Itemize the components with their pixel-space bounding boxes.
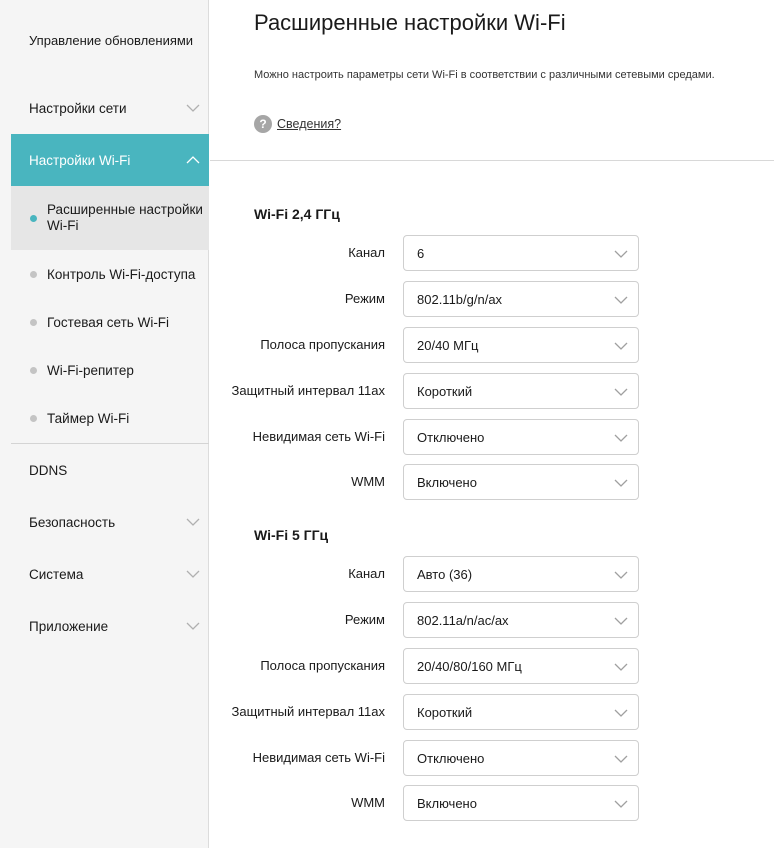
sidebar-subitem-wifi-advanced[interactable] [11, 186, 209, 250]
select-value: Короткий [417, 704, 473, 720]
chevron-down-icon [613, 338, 629, 354]
chevron-down-icon [613, 751, 629, 767]
select-wmm-24[interactable] [403, 464, 639, 500]
sidebar-item-network-settings[interactable] [11, 82, 209, 134]
dot-icon [30, 415, 37, 422]
select-value: Включено [417, 474, 477, 490]
sidebar-item-label: Приложение [29, 618, 109, 634]
chevron-down-icon [613, 705, 629, 721]
sidebar-subitem-label: Расширенные настройки Wi-Fi [47, 202, 203, 233]
help-link[interactable]: Сведения? [277, 117, 342, 131]
select-value: Авто (36) [417, 566, 473, 582]
label-guard-interval-5: Защитный интервал 11ax [231, 704, 385, 719]
dot-icon [30, 319, 37, 326]
select-wmm-5[interactable] [403, 785, 639, 821]
header-divider [210, 160, 774, 161]
sidebar-item-update-management[interactable]: Управление обновлениями [29, 33, 194, 48]
select-value: 802.11b/g/n/ax [417, 291, 503, 307]
sidebar-subitem-wifi-timer[interactable] [11, 394, 209, 442]
chevron-down-icon [613, 567, 629, 583]
label-channel-5: Канал [348, 566, 385, 581]
label-bandwidth-24: Полоса пропускания [260, 337, 385, 352]
label-channel-24: Канал [348, 245, 385, 260]
select-value: 802.11a/n/ac/ax [417, 612, 509, 628]
select-guard-interval-5[interactable] [403, 694, 639, 730]
sidebar-subitem-wifi-repeater[interactable] [11, 346, 209, 394]
select-guard-interval-24[interactable] [403, 373, 639, 409]
chevron-down-icon [613, 292, 629, 308]
select-value: Короткий [417, 383, 473, 399]
dot-icon [30, 271, 37, 278]
select-channel-5[interactable] [403, 556, 639, 592]
sidebar-item-label: Настройки сети [29, 100, 127, 116]
sidebar-subitem-label: Контроль Wi-Fi-доступа [47, 266, 196, 282]
selected-dot-icon [30, 215, 37, 222]
select-value: Отключено [417, 429, 485, 445]
select-mode-5[interactable] [403, 602, 639, 638]
sidebar-subitem-guest-wifi[interactable] [11, 298, 209, 346]
select-hidden-network-5[interactable] [403, 740, 639, 776]
label-mode-5: Режим [344, 612, 385, 627]
select-bandwidth-24[interactable] [403, 327, 639, 363]
label-hidden-network-5: Невидимая сеть Wi-Fi [252, 750, 385, 765]
chevron-down-icon [185, 100, 201, 116]
label-wmm-24: WMM [351, 474, 385, 489]
chevron-up-icon [185, 152, 201, 168]
select-mode-24[interactable] [403, 281, 639, 317]
select-value: 20/40/80/160 МГц [417, 658, 522, 674]
sidebar-item-apps[interactable] [11, 600, 209, 652]
select-value: Включено [417, 795, 477, 811]
label-guard-interval-24: Защитный интервал 11ax [231, 383, 385, 398]
label-hidden-network-24: Невидимая сеть Wi-Fi [252, 429, 385, 444]
select-value: 20/40 МГц [417, 337, 479, 353]
page-title: Расширенные настройки Wi-Fi [254, 10, 566, 35]
sidebar-subitem-label: Wi-Fi-репитер [47, 362, 134, 378]
select-channel-24[interactable] [403, 235, 639, 271]
sidebar-item-wifi-settings[interactable] [11, 134, 209, 186]
sidebar-item-label: DDNS [29, 462, 68, 478]
section-title-wifi-5: Wi-Fi 5 ГГц [254, 527, 329, 543]
chevron-down-icon [185, 566, 201, 582]
sidebar-item-system[interactable] [11, 548, 209, 600]
sidebar [0, 0, 209, 848]
chevron-down-icon [185, 618, 201, 634]
select-value: Отключено [417, 750, 485, 766]
sidebar-subitem-label: Таймер Wi-Fi [47, 410, 130, 426]
sidebar-item-label: Система [29, 566, 84, 582]
sidebar-item-ddns[interactable] [11, 444, 209, 496]
section-title-wifi-24: Wi-Fi 2,4 ГГц [254, 206, 340, 222]
help-link-container[interactable] [254, 115, 341, 133]
label-bandwidth-5: Полоса пропускания [260, 658, 385, 673]
label-mode-24: Режим [344, 291, 385, 306]
sidebar-item-security[interactable] [11, 496, 209, 548]
sidebar-item-label: Настройки Wi-Fi [29, 152, 131, 168]
sidebar-item-label: Безопасность [29, 514, 116, 530]
chevron-down-icon [613, 430, 629, 446]
select-value: 6 [417, 245, 425, 261]
chevron-down-icon [613, 613, 629, 629]
chevron-down-icon [613, 659, 629, 675]
select-bandwidth-5[interactable] [403, 648, 639, 684]
chevron-down-icon [185, 514, 201, 530]
select-hidden-network-24[interactable] [403, 419, 639, 455]
label-wmm-5: WMM [351, 795, 385, 810]
sidebar-subitem-label: Гостевая сеть Wi-Fi [47, 314, 170, 330]
question-icon[interactable]: ? [254, 115, 272, 133]
chevron-down-icon [613, 796, 629, 812]
chevron-down-icon [613, 384, 629, 400]
chevron-down-icon [613, 475, 629, 491]
chevron-down-icon [613, 246, 629, 262]
sidebar-subitem-wifi-access-control[interactable] [11, 250, 209, 298]
dot-icon [30, 367, 37, 374]
page-description: Можно настроить параметры сети Wi-Fi в соответствии с различными сетевыми средами. [254, 69, 715, 81]
